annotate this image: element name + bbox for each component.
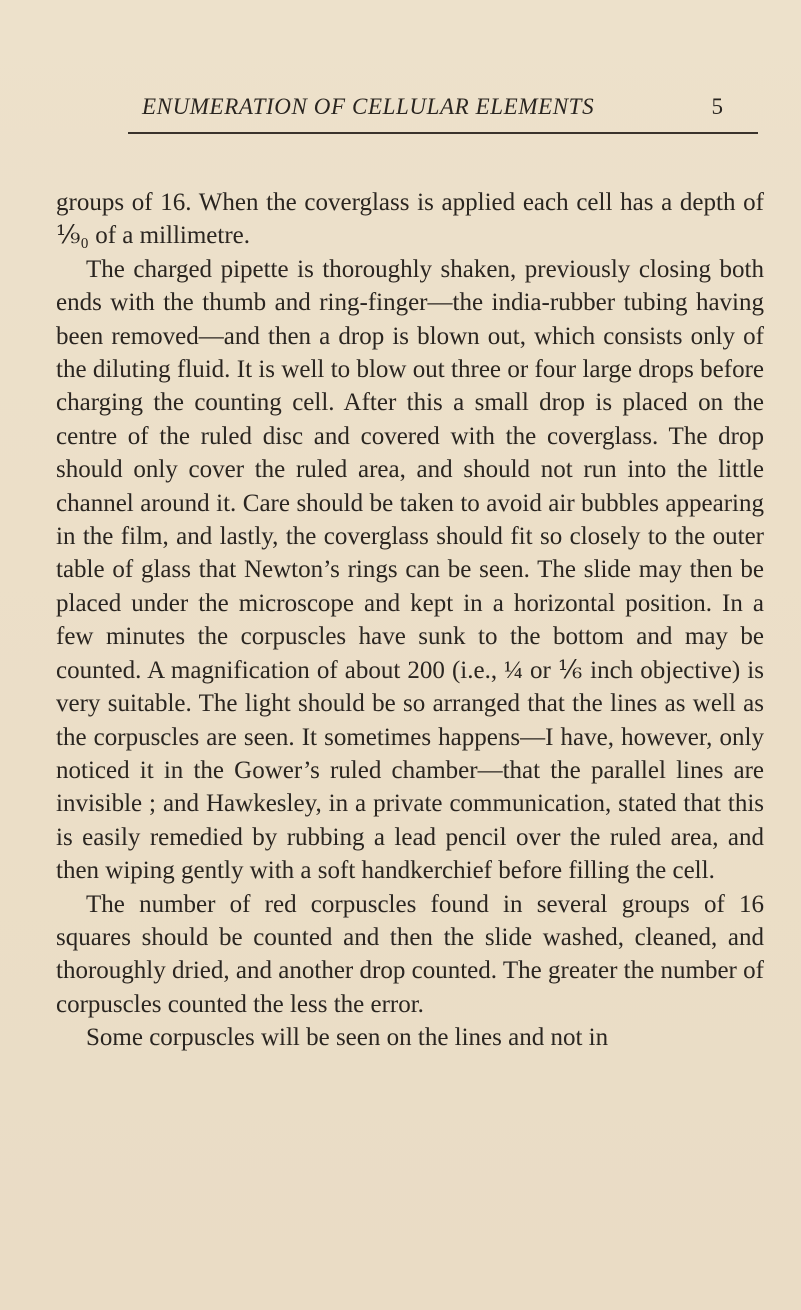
paragraph-charging-pipette: The charged pipette is thoroughly shaken, previously closing both ends with the thumb and ring-finger—the india-rubber tubing having been removed—and then a drop is blown out, which consists only of the diluting fluid. It is well to blow out three or four large drops before charging the counting cell. After this a small drop is placed on the centre of the ruled disc and covered with the coverglass. The drop should only cover the ruled area, and should not run into the little channel around it. Care should be taken to avoid air bubbles appearing in the film, and lastly, the coverglass should fit so closely to the outer table of glass that Newton’s rings can be seen. The slide may then be placed under the microscope and kept in a horizontal position. In a few minutes the corpuscles have sunk to the bottom and may be counted. A magnification of about 200 (i.e., ¼ or ⅙ inch objective) is very suitable. The light should be so arranged that the lines as well as the corpuscles are seen. It sometimes happens—I have, however, only noticed it in the Gower’s ruled chamber—that the parallel lines are invisible ; and Hawkesley, in a private communication, stated that this is easily remedied by rubbing a lead pencil over the ruled area, and then wiping gently with a soft handkerchief before filling the cell. (56, 255, 764, 885)
paragraph-corpuscles-on-lines: Some corpuscles will be seen on the lines and not in (86, 1024, 609, 1052)
body-text (56, 186, 764, 1055)
running-head-title: ENUMERATION OF CELLULAR ELEMENTS (142, 94, 595, 119)
paragraph-counting-groups: The number of red corpuscles found in several groups of 16 squares should be counted and then the slide washed, cleaned, and thoroughly dried, and another drop counted. The greater the number of corpuscles counted the less the error. (56, 890, 764, 1018)
paragraph-continuation: groups of 16. When the coverglass is applied each cell has a depth of ⅑₀ of a millimetre. (56, 189, 764, 250)
header-rule (128, 132, 758, 134)
running-head (0, 88, 801, 128)
page-number: 5 (711, 94, 723, 119)
